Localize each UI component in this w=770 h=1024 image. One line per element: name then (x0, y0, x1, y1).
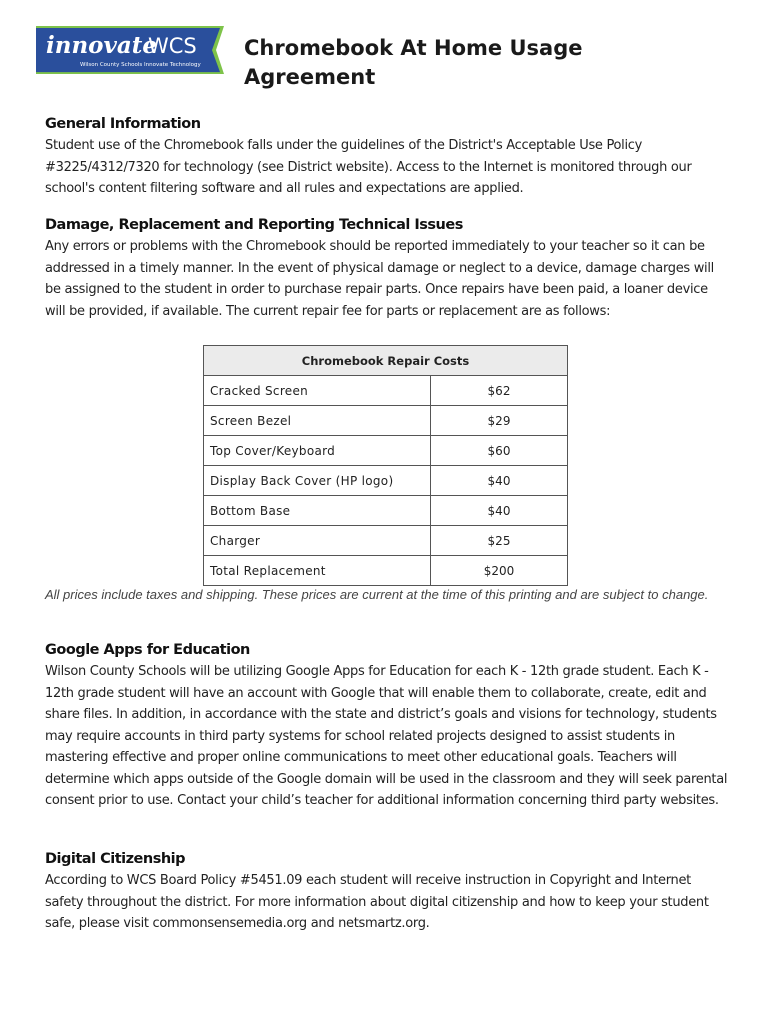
logo-tagline: Wilson County Schools Innovate Technology (80, 62, 201, 68)
table-row (204, 526, 568, 556)
prices-note: All prices include taxes and shipping. These prices are current at the time of this printing and are subject to change. (45, 587, 709, 602)
table-row (204, 556, 568, 586)
repair-item: Total Replacement (204, 556, 431, 586)
table-row (204, 436, 568, 466)
repair-item: Screen Bezel (204, 406, 431, 436)
google-body: Wilson County Schools will be utilizing Google Apps for Education for each K - 12th grade student. Each K - 12th grade student will have an account with Google that will enable them to collaborate, create, edit and share files. In addition, in accordance with the state and district’s goals and visions for technology, students may require accounts in third party systems for school related projects designed to assist students in mastering effective and proper online communications to meet other educational goals. Teachers will determine which apps outside of the Google domain will be used in the classroom and they will seek parental consent prior to use. Contact your child’s teacher for additional information concerning third party websites. (45, 664, 728, 808)
digital-heading: Digital Citizenship (45, 851, 186, 867)
repair-item: Top Cover/Keyboard (204, 436, 431, 466)
repair-item: Charger (204, 526, 431, 556)
logo-script-text: innovate (46, 32, 158, 59)
repair-price: $62 (431, 376, 568, 406)
google-heading: Google Apps for Education (45, 642, 250, 658)
repair-price: $40 (431, 496, 568, 526)
section-damage-replacement (45, 214, 729, 322)
repair-price: $40 (431, 466, 568, 496)
repair-price: $60 (431, 436, 568, 466)
section-general-information (45, 113, 729, 200)
logo-graphic (36, 26, 224, 74)
section-digital-citizenship (45, 848, 729, 935)
digital-body: According to WCS Board Policy #5451.09 each student will receive instruction in Copyright and Internet safety throughout the district. For more information about digital citizenship and how to keep your student safe, please visit commonsensemedia.org and netsmartz.org. (45, 873, 709, 931)
section-google-apps (45, 639, 729, 812)
repair-price: $25 (431, 526, 568, 556)
general-body: Student use of the Chromebook falls under the guidelines of the District's Acceptable Use Policy #3225/4312/7320 for technology (see District website). Access to the Internet is monitored through our school's content filtering software and all rules and expectations are applied. (45, 138, 692, 196)
innovate-wcs-logo (36, 26, 224, 74)
table-row (204, 466, 568, 496)
general-heading: General Information (45, 116, 201, 132)
table-row (204, 406, 568, 436)
logo-caps-text: WCS (148, 34, 197, 58)
damage-body: Any errors or problems with the Chromebook should be reported immediately to your teacher so it can be addressed in a timely manner. In the event of physical damage or neglect to a device, damage charges will be assigned to the student in order to purchase repair parts. Once repairs have been paid, a loaner device will be provided, if available. The current repair fee for parts or replacement are as follows: (45, 239, 714, 319)
repair-price: $200 (431, 556, 568, 586)
table-row (204, 496, 568, 526)
repair-table-header: Chromebook Repair Costs (204, 346, 568, 376)
repair-item: Cracked Screen (204, 376, 431, 406)
repair-item: Bottom Base (204, 496, 431, 526)
page-title (244, 34, 664, 92)
title-line-1: Chromebook At Home Usage (244, 36, 583, 60)
repair-price: $29 (431, 406, 568, 436)
repair-item: Display Back Cover (HP logo) (204, 466, 431, 496)
repair-costs-table (203, 345, 568, 586)
damage-heading: Damage, Replacement and Reporting Technical Issues (45, 217, 463, 233)
title-line-2: Agreement (244, 65, 376, 89)
table-row (204, 376, 568, 406)
